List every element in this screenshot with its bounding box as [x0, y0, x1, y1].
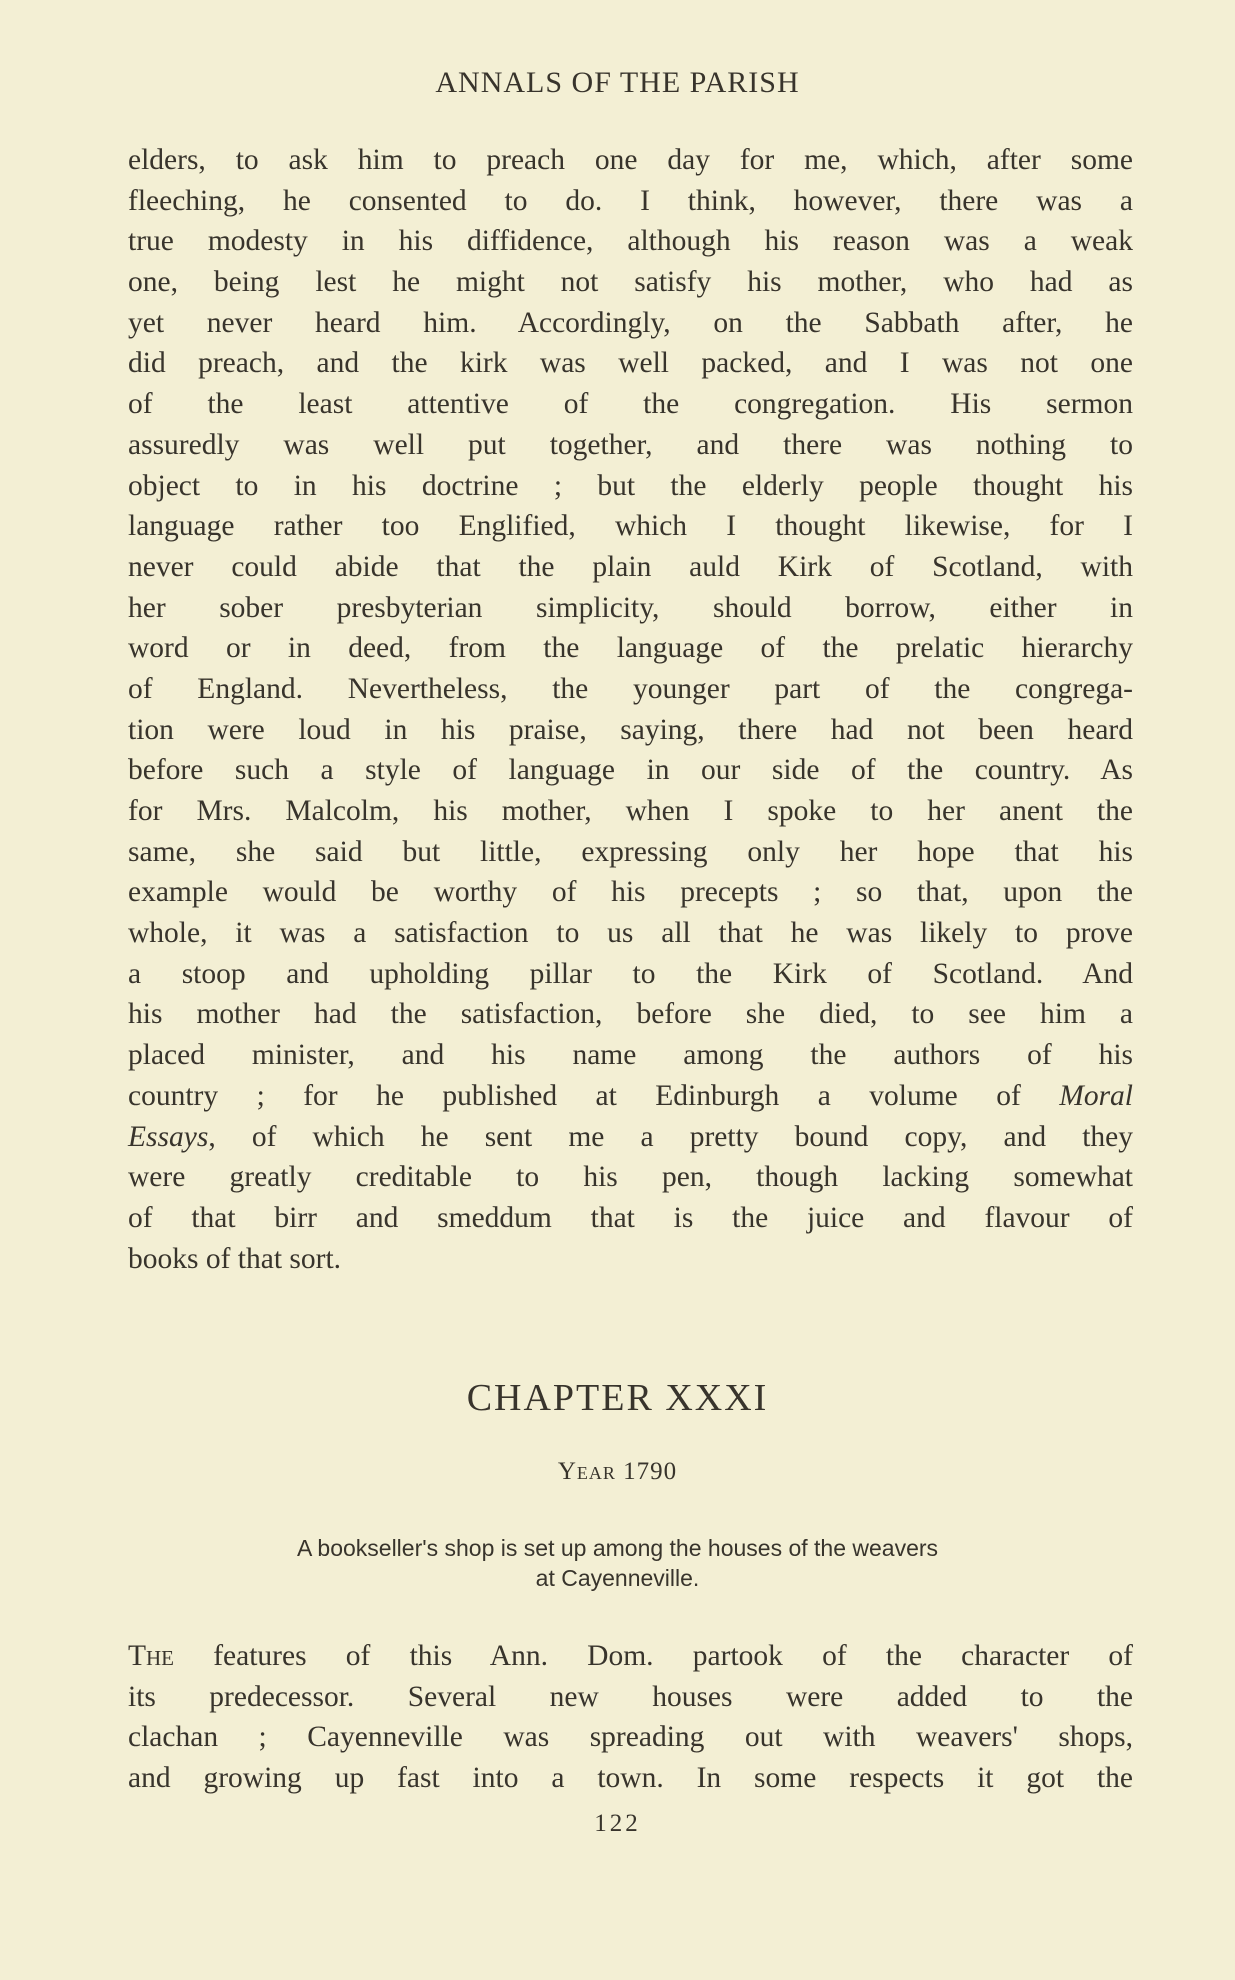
text-line: assuredly was well put together, and there was nothing to: [128, 428, 1133, 461]
text-line: a stoop and upholding pillar to the Kirk of Scotland. And: [128, 957, 1133, 990]
text-line: books of that sort.: [128, 1242, 342, 1275]
text-line: of that birr and smeddum that is the juice and flavour of: [128, 1201, 1133, 1234]
text-line: object to in his doctrine ; but the elderly people thought his: [128, 469, 1133, 502]
text-span: , of which he sent me a pretty bound copy, and they: [208, 1120, 1133, 1153]
text-line: language rather too Englified, which I thought likewise, for I: [128, 510, 1133, 543]
summary-line: at Cayenneville.: [535, 1565, 700, 1591]
chapter-year: Year 1790: [557, 1458, 678, 1485]
body-paragraph: [128, 140, 1133, 1279]
text-line: were greatly creditable to his pen, though lacking somewhat: [128, 1161, 1133, 1194]
drop-word: The: [128, 1640, 175, 1672]
text-line: fleeching, he consented to do. I think, however, there was a: [128, 184, 1133, 217]
text-line: one, being lest he might not satisfy his mother, who had as: [128, 266, 1133, 299]
chapter-title: CHAPTER XXXI: [466, 1377, 769, 1419]
text-line: same, she said but little, expressing only her hope that his: [128, 835, 1133, 868]
text-line: of England. Nevertheless, the younger part of the congrega-: [128, 672, 1133, 705]
text-line: tion were loud in his praise, saying, there had not been heard: [128, 713, 1133, 746]
text-line: [128, 1117, 1133, 1158]
chapter-paragraph: [128, 1636, 1133, 1799]
page-number: 122: [594, 1810, 641, 1837]
italic-title: Essays: [128, 1120, 209, 1153]
text-line: example would be worthy of his precepts ; so that, upon the: [128, 876, 1133, 909]
text-line: [128, 1076, 1133, 1117]
running-head: ANNALS OF THE PARISH: [435, 66, 800, 99]
italic-title: Moral: [1059, 1079, 1133, 1112]
text-line: placed minister, and his name among the authors of his: [128, 1039, 1133, 1072]
text-span: features of this Ann. Dom. partook of the character of: [174, 1640, 1133, 1672]
text-line: her sober presbyterian simplicity, should borrow, either in: [128, 591, 1133, 624]
text-line: true modesty in his diffidence, although his reason was a weak: [128, 225, 1133, 258]
text-line: yet never heard him. Accordingly, on the Sabbath after, he: [128, 306, 1133, 339]
text-line: [128, 1636, 1133, 1677]
text-line: for Mrs. Malcolm, his mother, when I spoke to her anent the: [128, 795, 1133, 827]
text-line: and growing up fast into a town. In some respects it got the: [128, 1762, 1133, 1795]
chapter-summary: [0, 1533, 1235, 1593]
text-line: clachan ; Cayenneville was spreading out with weavers' shops,: [128, 1721, 1133, 1754]
text-line: elders, to ask him to preach one day for me, which, after some: [128, 144, 1133, 176]
text-line: whole, it was a satisfaction to us all that he was likely to prove: [128, 917, 1133, 950]
text-line: never could abide that the plain auld Kirk of Scotland, with: [128, 550, 1133, 583]
text-line: before such a style of language in our side of the country. As: [128, 754, 1133, 787]
text-line: of the least attentive of the congregation. His sermon: [128, 388, 1133, 421]
text-span: country ; for he published at Edinburgh a volume of: [128, 1079, 1060, 1112]
summary-line: A bookseller's shop is set up among the houses of the weavers: [296, 1535, 939, 1561]
text-line: word or in deed, from the language of the prelatic hierarchy: [128, 632, 1133, 665]
text-line: did preach, and the kirk was well packed, and I was not one: [128, 347, 1133, 380]
text-line: his mother had the satisfaction, before she died, to see him a: [128, 998, 1133, 1031]
text-line: its predecessor. Several new houses were added to the: [128, 1680, 1133, 1713]
